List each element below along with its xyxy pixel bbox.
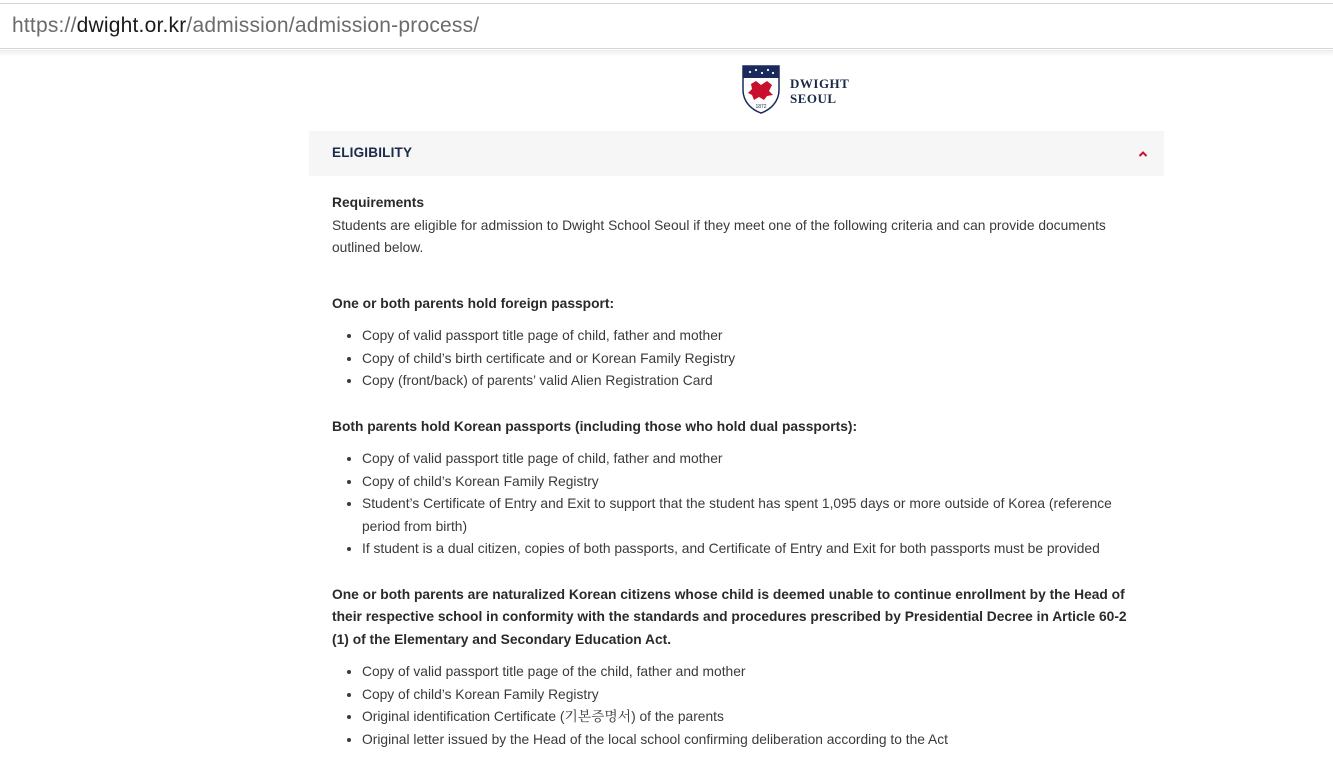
list-item: • Copy of valid passport title page of child, father and mother [362,325,1132,348]
url-path: /admission/admission-process/ [186,14,480,37]
list-item: • Copy of child’s Korean Family Registry [362,471,1132,494]
list-item: • Copy of child’s Korean Family Registry [362,684,1132,707]
url-host: dwight.or.kr [76,14,187,37]
requirements-heading: Requirements [332,195,425,210]
list-item: • Copy (front/back) of parents’ valid Alien Registration Card [362,370,1132,393]
criteria-section [332,416,1132,561]
list-item: • Original letter issued by the Head of the local school confirming deliberation according to the Act [362,729,1132,752]
header-shadow [0,50,1333,56]
accordion-title: ELIGIBILITY [332,145,413,160]
requirements-intro: Students are eligible for admission to Dwight School Seoul if they meet one of the following criteria and can provide documents outlined below. [332,217,1106,255]
criteria-title: Both parents hold Korean passports (including those who hold dual passports): [332,418,858,434]
criteria-section [332,584,1132,752]
url-scheme: https:// [12,14,77,37]
list-item: • Copy of valid passport title page of the child, father and mother [362,661,1132,684]
list-item: • Original identification Certificate (기본증명서) of the parents [362,706,1132,729]
address-bar[interactable] [0,3,1333,49]
logo-line-1: DWIGHT [790,76,850,91]
logo-line-2: SEOUL [790,91,837,106]
dwight-seoul-logo[interactable] [742,64,872,114]
criteria-title: One or both parents hold foreign passport: [332,295,615,311]
crest-year: 1872 [755,104,767,110]
document-list [332,661,1132,751]
list-item: • Copy of valid passport title page of child, father and mother [362,448,1132,471]
list-item: • If student is a dual citizen, copies of both passports, and Certificate of Entry and Exit for both passports must be provided [362,538,1132,561]
list-item: • Student’s Certificate of Entry and Exit to support that the student has spent 1,095 days or more outside of Korea (reference period from birth) [362,493,1132,538]
accordion-eligibility-header[interactable] [309,131,1164,176]
document-list [332,325,1132,393]
criteria-title: One or both parents are naturalized Korean citizens whose child is deemed unable to continue enrollment by the Head of their respective school in conformity with the standards and procedures prescribed by Presidential Decree in Article 60-2 (1) of the Elementary and Secondary Education Act. [332,586,1127,647]
document-list [332,448,1132,561]
list-item: • Copy of child’s birth certificate and or Korean Family Registry [362,348,1132,371]
logo-wordmark [790,76,849,106]
url-text[interactable] [12,14,479,38]
chevron-up-icon[interactable] [1138,149,1148,159]
criteria-section [332,293,1132,393]
crest-icon [742,64,780,114]
accordion-eligibility-content [332,192,1132,751]
